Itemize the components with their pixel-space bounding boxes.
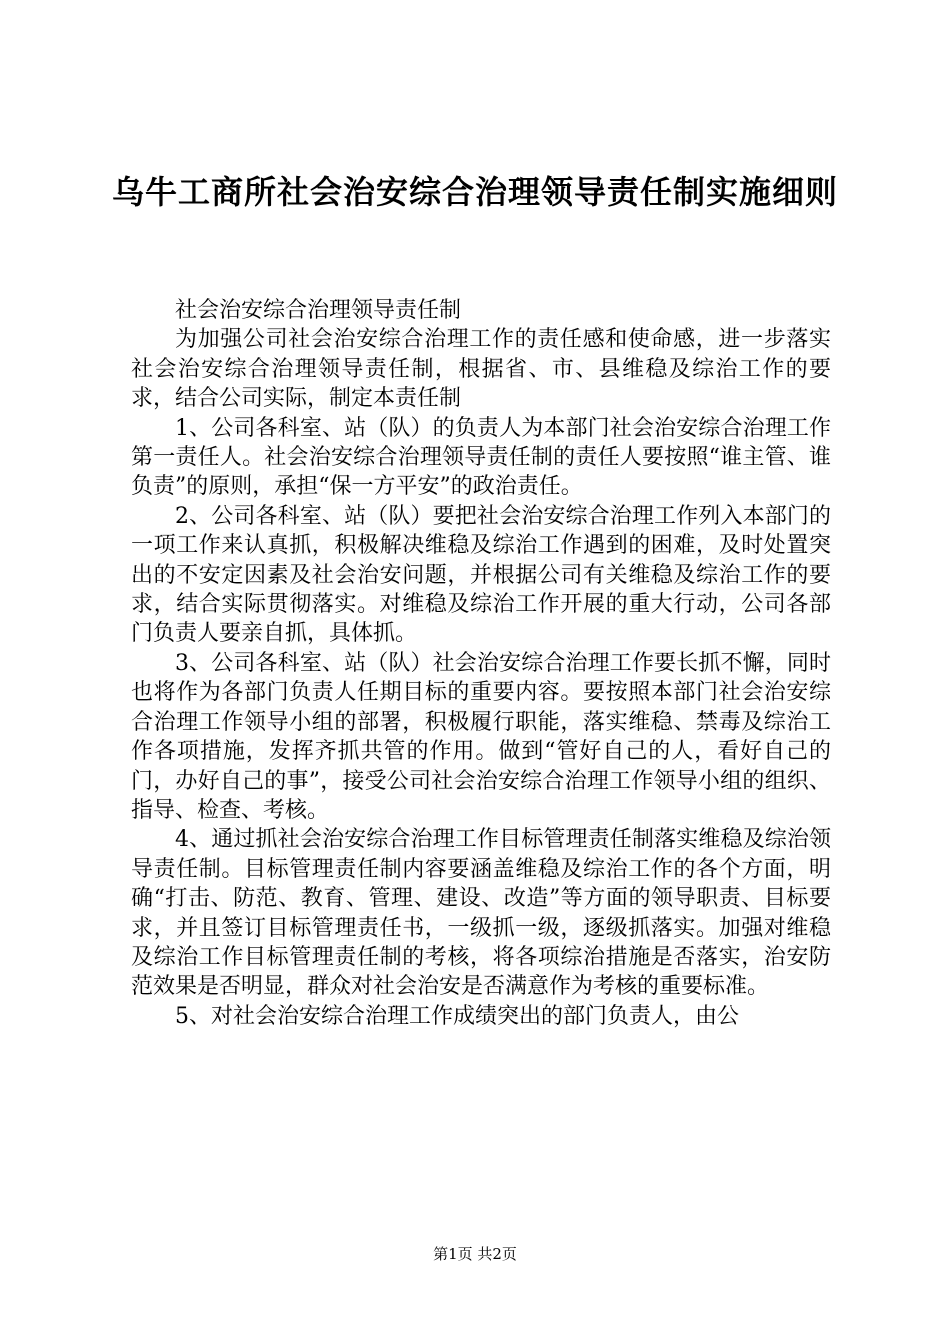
paragraph-item-4: 4、通过抓社会治安综合治理工作目标管理责任制落实维稳及综治领导责任制。目标管理责任制内容要涵盖维稳及综治工作的各个方面，明确“打击、防范、教育、管理、建设、改造”等方面的领导职责、目标要求，并且签订目标管理责任书，一级抓一级，逐级抓落实。加强对维稳及综治工作目标管理责任制的考核，将各项综治措施是否落实，治安防范效果是否明显，群众对社会治安是否满意作为考核的重要标准。	[131, 827, 831, 1000]
paragraph-item-5: 5、对社会治安综合治理工作成绩突出的部门负责人，由公	[175, 1003, 739, 1029]
paragraph-item-3: 3、公司各科室、站（队）社会治安综合治理工作要长抓不懈，同时也将作为各部门负责人任期目标的重要内容。要按照本部门社会治安综合治理工作领导小组的部署，积极履行职能，落实维稳、禁毒及综治工作各项措施，发挥齐抓共管的作用。做到“管好自己的人，看好自己的门，办好自己的事”，接受公司社会治安综合治理工作领导小组的组织、指导、检查、考核。	[131, 650, 831, 823]
document-title: 乌牛工商所社会治安综合治理领导责任制实施细则	[111, 173, 838, 211]
page-footer: 第1页 共2页	[433, 1245, 517, 1263]
document-subtitle: 社会治安综合治理领导责任制	[175, 298, 462, 323]
paragraph-item-1: 1、公司各科室、站（队）的负责人为本部门社会治安综合治理工作第一责任人。社会治安综合治理领导责任制的责任人要按照“谁主管、谁负责”的原则，承担“保一方平安”的政治责任。	[131, 415, 831, 500]
document-body	[131, 296, 831, 1031]
paragraph-intro: 为加强公司社会治安综合治理工作的责任感和使命感，进一步落实社会治安综合治理领导责任制，根据省、市、县维稳及综治工作的要求，结合公司实际，制定本责任制	[131, 327, 831, 412]
paragraph-item-2: 2、公司各科室、站（队）要把社会治安综合治理工作列入本部门的一项工作来认真抓，积极解决维稳及综治工作遇到的困难，及时处置突出的不安定因素及社会治安问题，并根据公司有关维稳及综治工作的要求，结合实际贯彻落实。对维稳及综治工作开展的重大行动，公司各部门负责人要亲自抓，具体抓。	[131, 503, 831, 647]
